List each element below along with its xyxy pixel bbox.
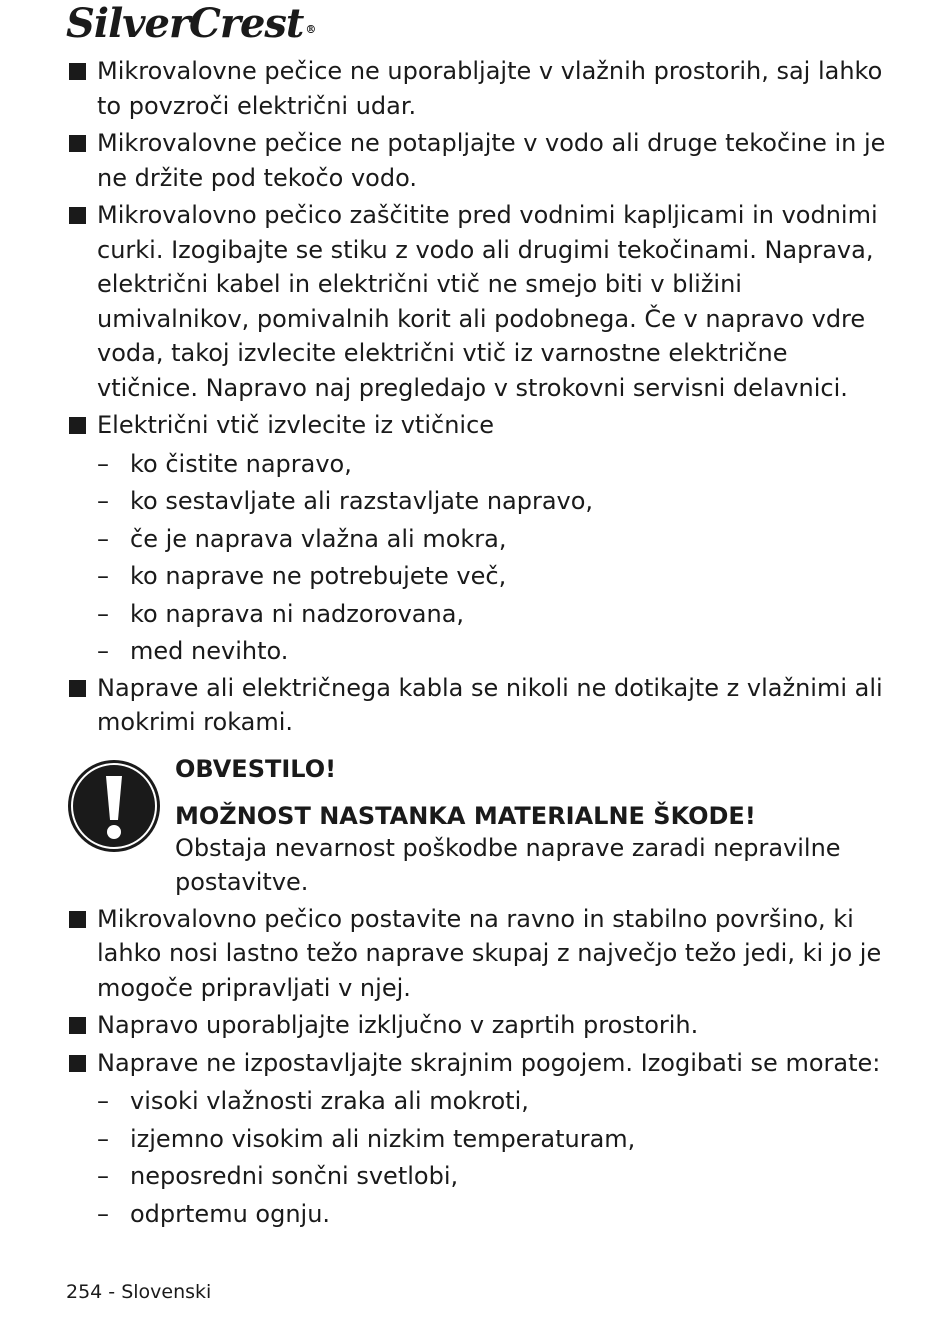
square-bullet-icon	[69, 1055, 86, 1072]
dash-bullet-icon: –	[97, 524, 109, 553]
safety-item-text: Napravo uporabljajte izključno v zaprtih prostorih.	[97, 1011, 699, 1039]
notice-subtitle: MOŽNOST NASTANKA MATERIALNE ŠKODE!	[175, 801, 756, 830]
square-bullet-icon	[69, 680, 86, 697]
dash-bullet-icon: –	[97, 599, 109, 628]
avoid-condition: – visoki vlažnosti zraka ali mokroti,	[0, 1083, 950, 1121]
avoid-condition: – odprtemu ognju.	[0, 1196, 950, 1234]
safety-content	[0, 54, 950, 1233]
safety-item-text: Mikrovalovno pečico zaščitite pred vodnimi kapljicami in vodnimi curki. Izogibajte se stiku z vodo ali drugimi tekočinami. Naprava, električni kabel in električni vtič ne smejo biti v bližini umivalnikov, pomivalnih korit ali podobnega. Če v napravo vdre voda, takoj izvlecite električni vtič iz varnostne električne vtičnice. Napravo naj pregledajo v strokovni servisni delavnici.	[97, 201, 878, 402]
trademark-symbol: ®	[305, 23, 316, 36]
safety-item-text: Mikrovalovno pečico postavite na ravno in stabilno površino, ki lahko nosi lastno težo naprave skupaj z največjo težo jedi, ki jo je mogoče pripravljati v njej.	[97, 904, 882, 1002]
square-bullet-icon	[69, 135, 86, 152]
dash-bullet-icon: –	[97, 637, 109, 665]
safety-item-text: Mikrovalovne pečice ne potapljajte v vodo ali druge tekočine in je ne držite pod tekočo vodo.	[97, 129, 886, 192]
dash-bullet-icon: –	[97, 1087, 109, 1115]
unplug-condition: – ko naprava ni nadzorovana,	[0, 596, 950, 634]
dash-bullet-icon: –	[97, 1199, 109, 1228]
unplug-condition: – ko čistite napravo,	[0, 446, 950, 484]
safety-item-humid-rooms	[0, 54, 950, 123]
unplug-condition: – ko sestavljate ali razstavljate napravo,	[0, 483, 950, 521]
notice-text: Obstaja nevarnost poškodbe naprave zaradi nepravilne postavitve.	[175, 833, 841, 896]
dash-bullet-icon: –	[97, 1162, 109, 1190]
exclamation-warning-icon	[66, 758, 162, 854]
avoid-condition: – izjemno visokim ali nizkim temperaturam,	[0, 1121, 950, 1159]
brand-name: SilverCrest	[66, 0, 304, 47]
square-bullet-icon	[69, 1017, 86, 1034]
dash-bullet-icon: –	[97, 1124, 109, 1153]
square-bullet-icon	[69, 207, 86, 224]
notice-title: OBVESTILO!	[175, 754, 337, 783]
square-bullet-icon	[69, 911, 86, 928]
page-footer: 254 - Slovenski	[66, 1281, 212, 1303]
avoid-condition: – neposredni sončni svetlobi,	[0, 1158, 950, 1196]
safety-item-extreme-conditions	[0, 1046, 950, 1081]
safety-item-text: Naprave ali električnega kabla se nikoli ne dotikajte z vlažnimi ali mokrimi rokami.	[97, 673, 883, 736]
safety-item-water-protection	[0, 198, 950, 405]
dash-bullet-icon: –	[97, 487, 109, 515]
safety-item-text: Mikrovalovne pečice ne uporabljajte v vlažnih prostorih, saj lahko to povzroči električni udar.	[97, 57, 883, 120]
square-bullet-icon	[69, 417, 86, 434]
safety-item-unplug	[0, 408, 950, 443]
safety-item-stable-surface	[0, 902, 950, 1006]
safety-item-indoor-use	[0, 1008, 950, 1043]
safety-item-no-immersion	[0, 126, 950, 195]
unplug-condition: – med nevihto.	[0, 633, 950, 671]
square-bullet-icon	[69, 63, 86, 80]
unplug-condition: – ko naprave ne potrebujete več,	[0, 558, 950, 596]
unplug-condition: – če je naprava vlažna ali mokra,	[0, 521, 950, 559]
brand-logo	[66, 2, 315, 46]
dash-bullet-icon: –	[97, 562, 109, 590]
safety-item-text: Električni vtič izvlecite iz vtičnice	[97, 411, 495, 439]
notice-block	[0, 754, 950, 900]
dash-bullet-icon: –	[97, 449, 109, 478]
safety-item-text: Naprave ne izpostavljajte skrajnim pogojem. Izogibati se morate:	[97, 1048, 881, 1077]
safety-item-wet-hands	[0, 671, 950, 740]
